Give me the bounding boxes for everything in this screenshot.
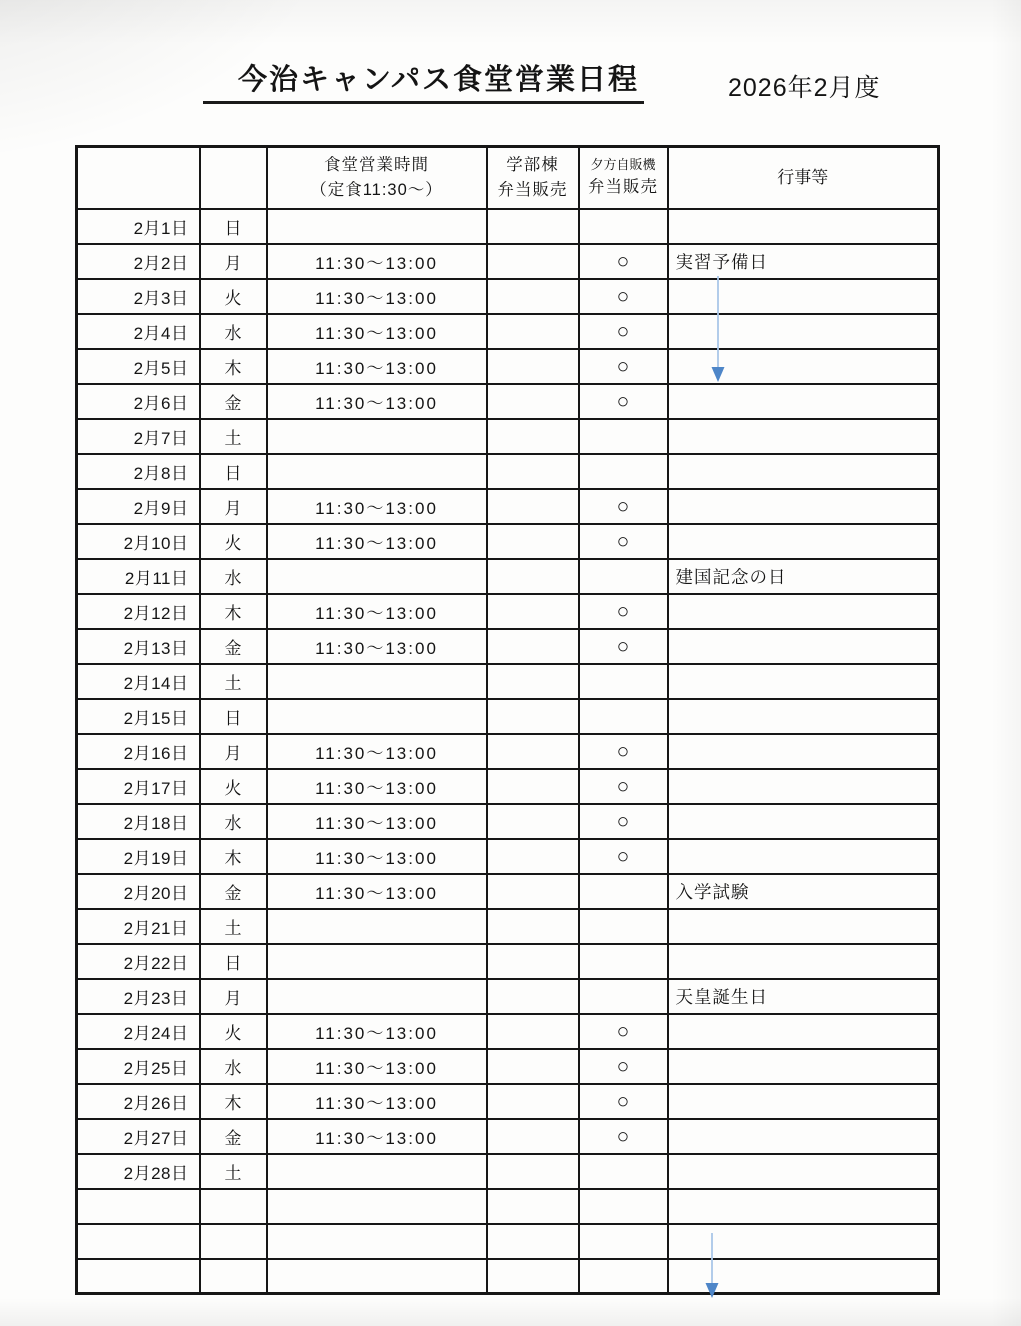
cell-day: 水: [200, 1049, 267, 1084]
cell-day: 火: [200, 1014, 267, 1049]
cell-hours: 11:30～13:00: [267, 874, 487, 909]
cell-hours: [267, 699, 487, 734]
cell-hours: [267, 454, 487, 489]
cell-vending: ○: [579, 489, 668, 524]
cell-date: 2月26日: [77, 1084, 200, 1119]
cell-event: [668, 909, 939, 944]
table-row: [77, 944, 939, 979]
cell-event: [668, 804, 939, 839]
cell-event: [668, 1014, 939, 1049]
cell-faculty: [487, 349, 579, 384]
cell-vending: ○: [579, 279, 668, 314]
down-arrow-icon: [704, 1233, 720, 1299]
cell-vending: ○: [579, 524, 668, 559]
cell-hours: 11:30～13:00: [267, 839, 487, 874]
cell-day: 月: [200, 734, 267, 769]
header-faculty-line1: 学部棟: [506, 156, 559, 174]
cell-hours: [267, 419, 487, 454]
table-row: [77, 804, 939, 839]
cell-event: [668, 384, 939, 419]
cell-faculty: [487, 664, 579, 699]
cell-faculty: [487, 769, 579, 804]
table-row: [77, 1084, 939, 1119]
cell-date: 2月17日: [77, 769, 200, 804]
cell-hours: [267, 209, 487, 244]
cell-hours: 11:30～13:00: [267, 769, 487, 804]
cell-faculty: [487, 734, 579, 769]
down-arrow-icon: [710, 276, 726, 383]
cell-hours: [267, 664, 487, 699]
cell-event: [668, 489, 939, 524]
table-row: [77, 314, 939, 349]
cell-day: 金: [200, 874, 267, 909]
cell-day: 木: [200, 839, 267, 874]
cell-hours: 11:30～13:00: [267, 244, 487, 279]
cell-vending: [579, 1259, 668, 1294]
cell-day: 木: [200, 594, 267, 629]
cell-hours: 11:30～13:00: [267, 349, 487, 384]
cell-date: 2月27日: [77, 1119, 200, 1154]
header-day: [200, 147, 267, 209]
cell-date: [77, 1224, 200, 1259]
cell-hours: [267, 559, 487, 594]
cell-vending: ○: [579, 244, 668, 279]
cell-event: [668, 1084, 939, 1119]
cell-hours: 11:30～13:00: [267, 314, 487, 349]
cell-day: 水: [200, 559, 267, 594]
cell-faculty: [487, 1049, 579, 1084]
header-vending-line2: 弁当販売: [588, 177, 658, 196]
cell-date: [77, 1189, 200, 1224]
table-row: [77, 209, 939, 244]
cell-vending: ○: [579, 734, 668, 769]
page-title: 今治キャンパス食堂営業日程: [203, 62, 644, 104]
table-row: [77, 874, 939, 909]
cell-event: [668, 314, 939, 349]
cell-event: [668, 769, 939, 804]
cell-date: 2月16日: [77, 734, 200, 769]
table-row: [77, 1049, 939, 1084]
cell-hours: 11:30～13:00: [267, 1119, 487, 1154]
cell-day: 月: [200, 489, 267, 524]
cell-faculty: [487, 1084, 579, 1119]
cell-faculty: [487, 1014, 579, 1049]
cell-hours: [267, 909, 487, 944]
table-row: [77, 419, 939, 454]
cell-date: 2月18日: [77, 804, 200, 839]
cell-event: [668, 524, 939, 559]
cell-faculty: [487, 279, 579, 314]
cell-day: 日: [200, 944, 267, 979]
cell-date: 2月5日: [77, 349, 200, 384]
cell-hours: [267, 1189, 487, 1224]
table-row: [77, 1014, 939, 1049]
table-row: [77, 734, 939, 769]
cell-day: 火: [200, 769, 267, 804]
cell-date: 2月19日: [77, 839, 200, 874]
table-row: [77, 1154, 939, 1189]
cell-vending: [579, 979, 668, 1014]
cell-date: 2月6日: [77, 384, 200, 419]
cell-date: 2月12日: [77, 594, 200, 629]
cell-event: [668, 454, 939, 489]
cell-vending: ○: [579, 1119, 668, 1154]
cell-hours: 11:30～13:00: [267, 1084, 487, 1119]
cell-date: 2月13日: [77, 629, 200, 664]
cell-event: [668, 349, 939, 384]
cell-date: 2月22日: [77, 944, 200, 979]
cell-date: 2月2日: [77, 244, 200, 279]
table-row: [77, 1224, 939, 1259]
table-row: [77, 349, 939, 384]
cell-hours: [267, 1224, 487, 1259]
table-row: [77, 839, 939, 874]
cell-vending: [579, 209, 668, 244]
cell-faculty: [487, 1119, 579, 1154]
cell-faculty: [487, 874, 579, 909]
cell-date: 2月7日: [77, 419, 200, 454]
cell-event: 建国記念の日: [668, 559, 939, 594]
cell-vending: ○: [579, 629, 668, 664]
cell-day: 日: [200, 699, 267, 734]
header-faculty-line2: 弁当販売: [497, 180, 568, 199]
cell-faculty: [487, 454, 579, 489]
cell-day: 日: [200, 454, 267, 489]
cell-vending: [579, 944, 668, 979]
cell-day: 土: [200, 419, 267, 454]
cell-vending: ○: [579, 1049, 668, 1084]
cell-event: [668, 734, 939, 769]
cell-faculty: [487, 384, 579, 419]
cell-date: 2月14日: [77, 664, 200, 699]
table-row: [77, 454, 939, 489]
cell-date: 2月10日: [77, 524, 200, 559]
header-hours: [267, 147, 487, 209]
cell-day: 土: [200, 664, 267, 699]
cell-date: 2月28日: [77, 1154, 200, 1189]
cell-date: [77, 1259, 200, 1294]
cell-event: [668, 839, 939, 874]
cell-vending: [579, 909, 668, 944]
cell-day: 木: [200, 1084, 267, 1119]
cell-vending: [579, 664, 668, 699]
cell-hours: [267, 1259, 487, 1294]
cell-date: 2月4日: [77, 314, 200, 349]
cell-vending: ○: [579, 839, 668, 874]
cell-date: 2月23日: [77, 979, 200, 1014]
cell-faculty: [487, 314, 579, 349]
cell-faculty: [487, 1224, 579, 1259]
table-row: [77, 384, 939, 419]
cell-faculty: [487, 524, 579, 559]
cell-date: 2月11日: [77, 559, 200, 594]
cell-hours: 11:30～13:00: [267, 594, 487, 629]
cell-event: [668, 664, 939, 699]
cell-vending: [579, 559, 668, 594]
cell-vending: ○: [579, 384, 668, 419]
cell-vending: [579, 1154, 668, 1189]
cell-hours: 11:30～13:00: [267, 804, 487, 839]
cell-faculty: [487, 244, 579, 279]
header-vending-line1: 夕方自販機: [590, 156, 656, 172]
cell-vending: ○: [579, 349, 668, 384]
cell-faculty: [487, 1154, 579, 1189]
cell-vending: [579, 1224, 668, 1259]
table-row: [77, 1119, 939, 1154]
cell-date: 2月1日: [77, 209, 200, 244]
period-label: 2026年2月度: [728, 74, 881, 102]
cell-faculty: [487, 909, 579, 944]
cell-day: 水: [200, 804, 267, 839]
cell-event: [668, 594, 939, 629]
cell-faculty: [487, 699, 579, 734]
cell-event: [668, 944, 939, 979]
cell-date: 2月15日: [77, 699, 200, 734]
table-row: [77, 489, 939, 524]
cell-vending: ○: [579, 594, 668, 629]
cafeteria-schedule-table: [75, 145, 940, 1295]
cell-date: 2月24日: [77, 1014, 200, 1049]
cell-vending: ○: [579, 804, 668, 839]
cell-faculty: [487, 839, 579, 874]
table-row: [77, 769, 939, 804]
cell-day: 水: [200, 314, 267, 349]
cell-date: 2月9日: [77, 489, 200, 524]
cell-vending: ○: [579, 1014, 668, 1049]
cell-faculty: [487, 979, 579, 1014]
cell-faculty: [487, 804, 579, 839]
cell-day: 火: [200, 524, 267, 559]
cell-day: [200, 1259, 267, 1294]
cell-day: 土: [200, 1154, 267, 1189]
cell-faculty: [487, 594, 579, 629]
cell-day: 火: [200, 279, 267, 314]
cell-day: 土: [200, 909, 267, 944]
cell-event: [668, 1154, 939, 1189]
cell-date: 2月21日: [77, 909, 200, 944]
cell-event: 天皇誕生日: [668, 979, 939, 1014]
cell-event: [668, 699, 939, 734]
cell-vending: [579, 1189, 668, 1224]
table-row: [77, 664, 939, 699]
table-row: [77, 524, 939, 559]
cell-event: [668, 629, 939, 664]
cell-event: [668, 1189, 939, 1224]
cell-event: [668, 1119, 939, 1154]
table-row: [77, 979, 939, 1014]
cell-day: 金: [200, 1119, 267, 1154]
cell-day: [200, 1224, 267, 1259]
cell-hours: 11:30～13:00: [267, 524, 487, 559]
cell-vending: [579, 419, 668, 454]
cell-day: 月: [200, 979, 267, 1014]
cell-event: [668, 1049, 939, 1084]
cell-vending: ○: [579, 1084, 668, 1119]
table-row: [77, 279, 939, 314]
cell-hours: 11:30～13:00: [267, 1014, 487, 1049]
cell-date: 2月8日: [77, 454, 200, 489]
cell-faculty: [487, 489, 579, 524]
cell-hours: 11:30～13:00: [267, 734, 487, 769]
cell-faculty: [487, 1189, 579, 1224]
cell-hours: [267, 1154, 487, 1189]
cell-hours: 11:30～13:00: [267, 629, 487, 664]
cell-hours: [267, 944, 487, 979]
header-date: [77, 147, 200, 209]
cell-date: 2月3日: [77, 279, 200, 314]
cell-day: 金: [200, 629, 267, 664]
cell-event: [668, 279, 939, 314]
cell-faculty: [487, 209, 579, 244]
table-row: [77, 699, 939, 734]
cell-hours: [267, 979, 487, 1014]
cell-event: 実習予備日: [668, 244, 939, 279]
cell-event: [668, 419, 939, 454]
cell-event: [668, 209, 939, 244]
cell-vending: [579, 874, 668, 909]
table-header-row: [77, 147, 939, 209]
table-row: [77, 244, 939, 279]
table-row: [77, 1259, 939, 1294]
cell-hours: 11:30～13:00: [267, 384, 487, 419]
table-row: [77, 909, 939, 944]
cell-day: 金: [200, 384, 267, 419]
header-events: 行事等: [668, 147, 939, 209]
table-row: [77, 559, 939, 594]
cell-hours: 11:30～13:00: [267, 279, 487, 314]
cell-hours: 11:30～13:00: [267, 1049, 487, 1084]
cell-faculty: [487, 419, 579, 454]
cell-vending: [579, 454, 668, 489]
cell-day: [200, 1189, 267, 1224]
header-hours-line1: 食堂営業時間: [324, 156, 429, 174]
table-row: [77, 594, 939, 629]
cell-vending: ○: [579, 314, 668, 349]
cell-day: 木: [200, 349, 267, 384]
table-row: [77, 629, 939, 664]
cell-faculty: [487, 559, 579, 594]
cell-event: 入学試験: [668, 874, 939, 909]
cell-date: 2月25日: [77, 1049, 200, 1084]
cell-vending: ○: [579, 769, 668, 804]
cell-date: 2月20日: [77, 874, 200, 909]
cell-day: 日: [200, 209, 267, 244]
cell-faculty: [487, 629, 579, 664]
header-faculty-bento: [487, 147, 579, 209]
cell-vending: [579, 699, 668, 734]
cell-faculty: [487, 1259, 579, 1294]
cell-faculty: [487, 944, 579, 979]
header-hours-line2: （定食11:30～）: [310, 180, 443, 199]
table-row: [77, 1189, 939, 1224]
cell-hours: 11:30～13:00: [267, 489, 487, 524]
cell-day: 月: [200, 244, 267, 279]
header-vending-bento: [579, 147, 668, 209]
